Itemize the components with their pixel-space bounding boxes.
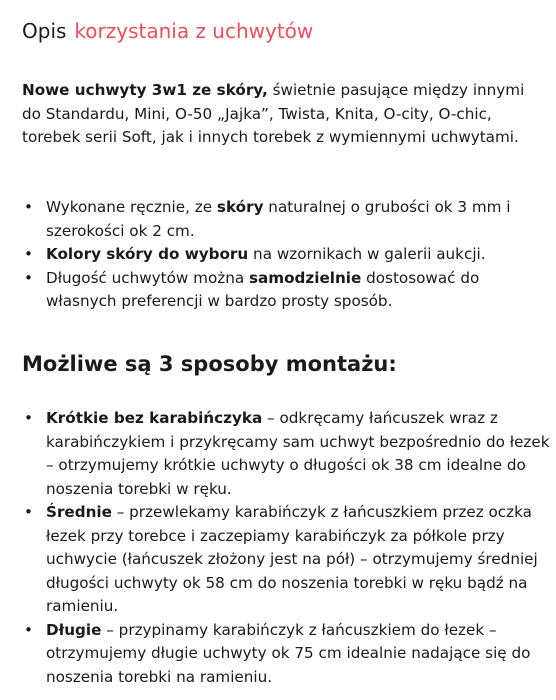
feature-post: naturalnej o grubości ok 3 mm i szerokości ok 2 cm. — [46, 198, 511, 240]
bullet-icon: • — [24, 503, 33, 521]
feature-pre: Wykonane ręcznie, ze — [46, 198, 217, 216]
list-item — [22, 243, 552, 267]
option-bold: Krótkie bez karabińczyka — [46, 409, 263, 427]
option-bold: Długie — [46, 620, 102, 639]
title-prefix: Opis — [22, 19, 67, 43]
list-item — [22, 619, 552, 690]
bullet-icon: • — [24, 245, 33, 263]
feature-bold: skóry — [216, 198, 264, 216]
title-accent: korzystania z uchwytów — [74, 19, 314, 43]
intro-text: świetnie pasujące między innymi do Standardu, Mini, O-50 „Jajka”, Twista, Knita, O-city, O-chic, torebek serii Soft, jak i innych torebek z wymiennymi uchwytami. — [22, 81, 525, 146]
mounting-heading: Możliwe są 3 sposoby montażu: — [22, 352, 397, 376]
feature-post: dostosować do własnych preferencji w bardzo prosty sposób. — [46, 268, 480, 310]
list-item — [22, 196, 552, 243]
list-item — [22, 407, 552, 501]
list-item — [22, 501, 552, 619]
list-item — [22, 267, 552, 314]
feature-post: na wzornikach w galerii aukcji. — [248, 245, 486, 263]
feature-bold: samodzielnie — [249, 268, 362, 287]
bullet-icon: • — [24, 268, 33, 287]
intro-bold: Nowe uchwyty 3w1 ze skóry, — [22, 81, 268, 99]
option-bold: Średnie — [46, 503, 112, 521]
intro-paragraph — [22, 79, 542, 150]
bullet-icon: • — [24, 620, 33, 639]
page-title — [22, 16, 313, 46]
feature-pre: Długość uchwytów można — [46, 268, 249, 287]
feature-bold: Kolory skóry do wyboru — [46, 245, 249, 263]
option-text: – przewlekamy karabińczyk z łańcuszkiem przez oczka łezek przy torebce i zaczepiamy karabińczyk za półkole przy uchwycie (łańcuszek złożony jest na pół) – otrzymujemy średniej długości uchwyty ok 58 cm do noszenia torebki w ręku bądź na ramieniu. — [46, 503, 538, 615]
features-list — [22, 196, 552, 314]
bullet-icon: • — [24, 409, 33, 427]
option-text: – przypinamy karabińczyk z łańcuszkiem do łezek – otrzymujemy długie uchwyty ok 75 cm idealnie nadające się do noszenia torebki na ramieniu. — [46, 620, 531, 686]
mounting-options-list — [22, 407, 552, 689]
option-text: – odkręcamy łańcuszek wraz z karabińczykiem i przykręcamy sam uchwyt bezpośrednio do łezek – otrzymujemy krótkie uchwyty o długości ok 38 cm idealne do noszenia torebki w ręku. — [46, 409, 550, 498]
bullet-icon: • — [24, 198, 33, 216]
